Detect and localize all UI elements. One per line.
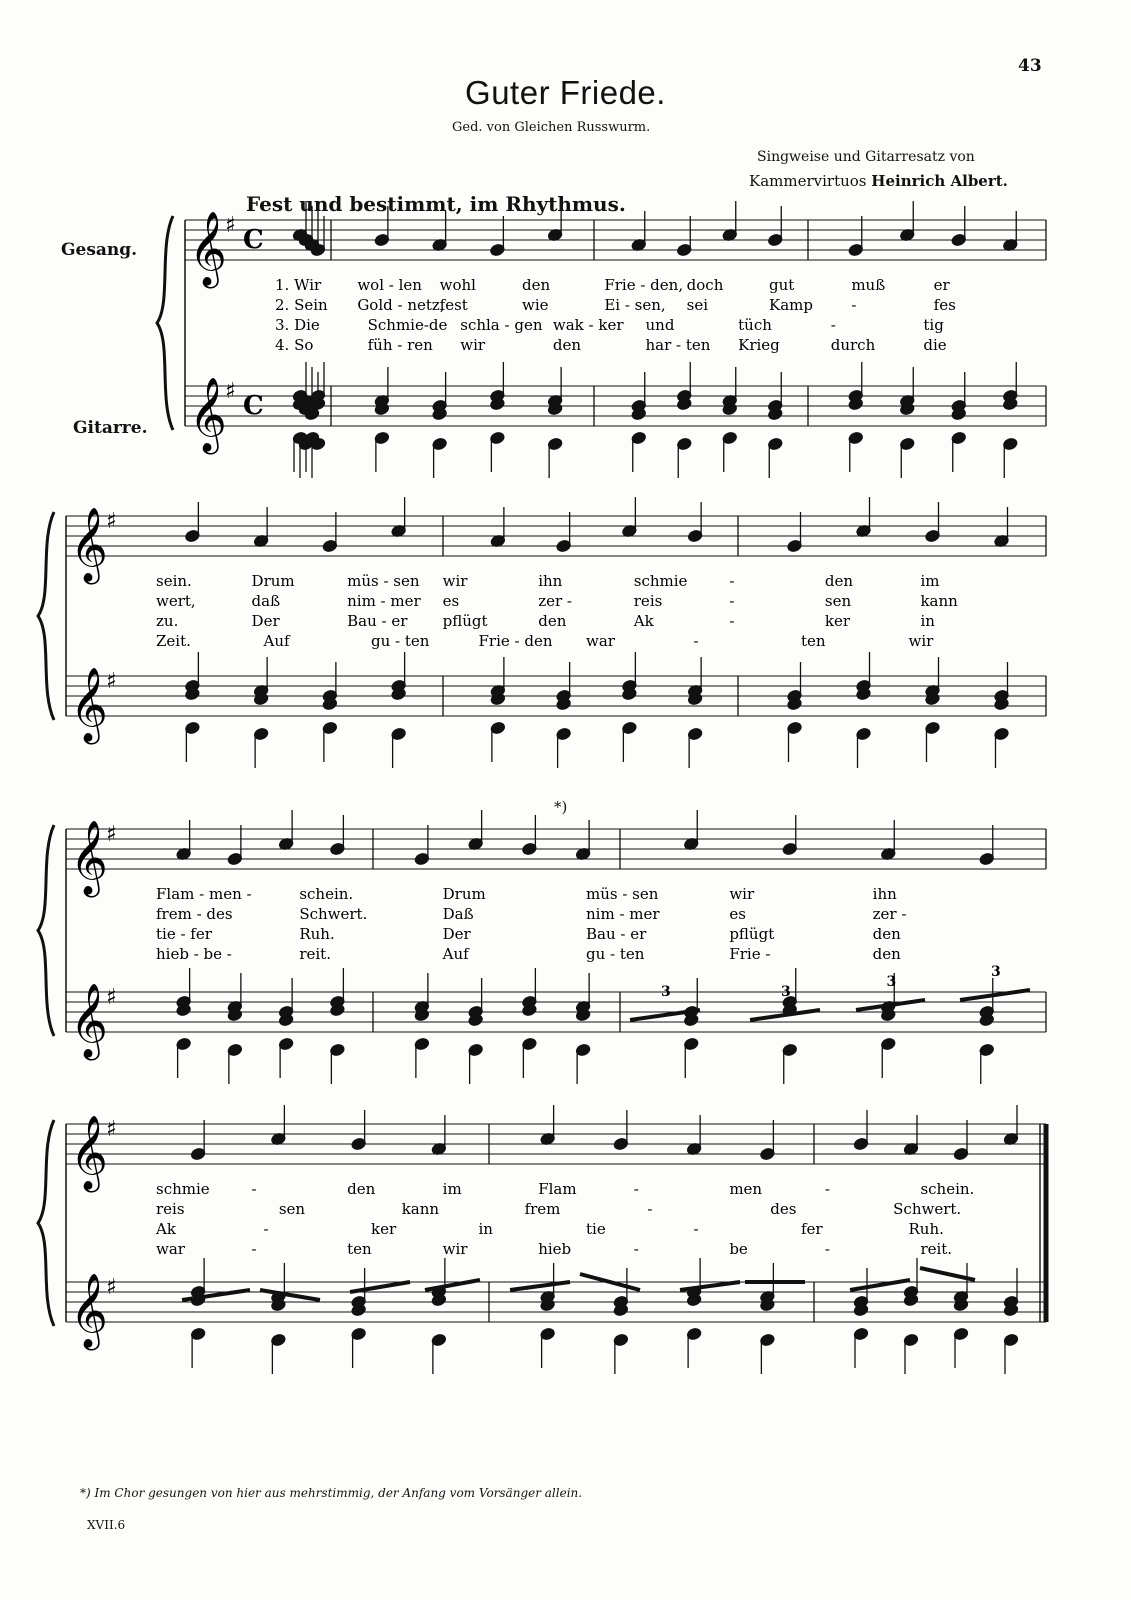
- system-brace: [38, 825, 54, 1036]
- lyric-syllable: müs - sen: [347, 572, 420, 590]
- lyric-syllable: den: [347, 1180, 376, 1198]
- lyric-syllable: Kamp: [769, 296, 813, 314]
- lyric-syllable: -: [633, 1240, 639, 1258]
- composer-name: Heinrich Albert.: [871, 172, 1008, 190]
- key-signature-sharp: ♯: [106, 669, 117, 694]
- lyric-syllable: -: [851, 296, 857, 314]
- lyric-syllable: er: [933, 276, 950, 294]
- lyric-syllable: den: [552, 336, 582, 354]
- lyric-syllable: Ak: [633, 612, 654, 630]
- treble-clef: 𝄞: [70, 1274, 108, 1348]
- lyric-syllable: Auf: [442, 945, 469, 963]
- poet-credit: Ged. von Gleichen Russwurm.: [452, 120, 651, 135]
- lyric-syllable: reit.: [920, 1240, 953, 1258]
- lyric-syllable: Schmie-de: [367, 316, 448, 334]
- lyric-syllable: sen: [278, 1200, 306, 1218]
- lyric-syllable: war: [586, 632, 615, 650]
- lyric-syllable: fer: [801, 1220, 823, 1238]
- lyric-syllable: 4. So: [275, 336, 314, 354]
- lyric-syllable: pflügt: [729, 925, 775, 943]
- composer-title: Kammervirtuos: [749, 172, 867, 190]
- key-signature-sharp: ♯: [106, 1117, 117, 1142]
- lyric-syllable: -: [263, 1220, 269, 1238]
- lyric-syllable: ihn: [538, 572, 563, 590]
- lyric-syllable: har - ten: [645, 336, 711, 354]
- lyric-syllable: es: [729, 905, 746, 923]
- lyric-syllable: den: [872, 925, 901, 943]
- lyric-syllable: in: [478, 1220, 493, 1238]
- lyric-syllable: Ruh.: [299, 925, 335, 943]
- lyric-syllable: Ei - sen,: [604, 296, 666, 314]
- lyric-syllable: sein.: [156, 572, 192, 590]
- lyric-syllable: im: [442, 1180, 462, 1198]
- lyric-syllable: nim - mer: [586, 905, 660, 923]
- lyric-syllable: sei: [686, 296, 709, 314]
- lyric-syllable: reit.: [299, 945, 331, 963]
- lyric-syllable: sen: [824, 592, 852, 610]
- lyric-syllable: -: [647, 1200, 653, 1218]
- lyric-syllable: tüch: [738, 316, 772, 334]
- lyric-syllable: men: [729, 1180, 763, 1198]
- lyric-syllable: wak - ker: [552, 316, 624, 334]
- lyric-syllable: reis: [156, 1200, 185, 1218]
- lyric-syllable: daß: [251, 592, 281, 610]
- guitar-part-label: Gitarre.: [73, 418, 148, 438]
- footnote-marker: *): [554, 798, 568, 816]
- lyric-syllable: ihn: [872, 885, 897, 903]
- lyric-syllable: Bau - er: [586, 925, 647, 943]
- lyric-syllable: den: [824, 572, 854, 590]
- lyric-syllable: doch: [686, 276, 724, 294]
- treble-clef: 𝄞: [70, 508, 108, 582]
- lyric-syllable: wohl: [439, 276, 476, 294]
- beam: [350, 1282, 410, 1292]
- lyric-syllable: Der: [442, 925, 471, 943]
- lyric-syllable: füh - ren: [367, 336, 433, 354]
- treble-clef: 𝄞: [189, 378, 227, 452]
- lyric-syllable: Frie - den,: [604, 276, 684, 294]
- lyric-syllable: hieb - be -: [156, 945, 232, 963]
- key-signature-sharp: ♯: [106, 822, 117, 847]
- lyric-syllable: wir: [908, 632, 934, 650]
- lyric-syllable: zu.: [156, 612, 179, 630]
- lyric-syllable: hieb: [538, 1240, 572, 1258]
- lyric-syllable: Drum: [442, 885, 486, 903]
- time-signature: C: [243, 391, 264, 421]
- lyric-syllable: Ruh.: [908, 1220, 944, 1238]
- lyric-syllable: Ak: [156, 1220, 176, 1238]
- lyric-syllable: wert,: [156, 592, 196, 610]
- lyric-syllable: ten: [801, 632, 826, 650]
- lyric-syllable: -: [830, 316, 836, 334]
- lyric-syllable: be: [729, 1240, 748, 1258]
- lyric-syllable: den: [872, 945, 901, 963]
- lyric-syllable: pflügt: [442, 612, 488, 630]
- lyric-syllable: ten: [347, 1240, 372, 1258]
- lyric-syllable: Bau - er: [347, 612, 408, 630]
- lyric-syllable: -: [251, 1240, 257, 1258]
- lyric-syllable: wir: [442, 1240, 468, 1258]
- lyric-syllable: die: [923, 336, 947, 354]
- treble-clef: 𝄞: [189, 212, 227, 286]
- system-brace: [157, 216, 173, 430]
- triplet-mark: 3: [661, 984, 671, 1000]
- tempo-marking: Fest und bestimmt, im Rhythmus.: [246, 192, 626, 216]
- lyric-syllable: -: [729, 572, 735, 590]
- song-title: Guter Friede.: [465, 74, 666, 111]
- page-number: 43: [1018, 56, 1042, 76]
- treble-clef: 𝄞: [70, 821, 108, 895]
- lyric-syllable: den: [538, 612, 567, 630]
- lyric-syllable: fest: [439, 296, 468, 314]
- lyric-syllable: Krieg: [738, 336, 780, 354]
- lyric-syllable: wir: [442, 572, 468, 590]
- key-signature-sharp: ♯: [225, 213, 236, 238]
- lyric-syllable: Schwert.: [299, 905, 368, 923]
- lyric-syllable: kann: [401, 1200, 440, 1218]
- triplet-mark: 3: [886, 974, 897, 990]
- system-brace: [38, 1120, 54, 1326]
- voice-part-label: Gesang.: [61, 240, 138, 260]
- lyric-syllable: frem - des: [156, 905, 233, 923]
- lyric-syllable: nim - mer: [347, 592, 421, 610]
- time-signature: C: [243, 225, 264, 255]
- lyric-syllable: Der: [251, 612, 280, 630]
- lyric-syllable: gu - ten: [371, 632, 430, 650]
- lyric-syllable: tie - fer: [156, 925, 212, 943]
- lyric-syllable: wol - len: [357, 276, 422, 294]
- lyric-syllable: schla - gen: [460, 316, 543, 334]
- lyric-syllable: ker: [371, 1220, 397, 1238]
- lyric-syllable: gu - ten: [586, 945, 645, 963]
- lyric-syllable: müs - sen: [586, 885, 659, 903]
- lyric-syllable: Frie -: [729, 945, 771, 963]
- lyric-syllable: schein.: [920, 1180, 975, 1198]
- lyric-syllable: und: [645, 316, 675, 334]
- lyric-syllable: schmie: [156, 1180, 210, 1198]
- lyric-syllable: Zeit.: [156, 632, 191, 650]
- beam: [680, 1282, 740, 1290]
- lyric-syllable: war: [156, 1240, 185, 1258]
- lyric-syllable: wie: [522, 296, 549, 314]
- lyric-syllable: gut: [769, 276, 795, 294]
- lyric-syllable: Flam: [538, 1180, 577, 1198]
- key-signature-sharp: ♯: [225, 379, 236, 404]
- key-signature-sharp: ♯: [106, 509, 117, 534]
- treble-clef: 𝄞: [70, 984, 108, 1058]
- key-signature-sharp: ♯: [106, 1275, 117, 1300]
- lyric-syllable: Auf: [263, 632, 290, 650]
- lyric-syllable: -: [251, 1180, 257, 1198]
- lyric-syllable: wir: [729, 885, 755, 903]
- lyric-syllable: -: [633, 1180, 639, 1198]
- lyric-syllable: zer -: [538, 592, 573, 610]
- lyric-syllable: des: [770, 1200, 797, 1218]
- lyric-syllable: 3. Die: [275, 316, 320, 334]
- lyric-syllable: schmie: [633, 572, 688, 590]
- lyric-syllable: frem: [524, 1200, 561, 1218]
- lyric-syllable: im: [920, 572, 940, 590]
- catalog-number: XVII.6: [87, 1518, 126, 1532]
- lyric-syllable: Daß: [442, 905, 474, 923]
- treble-clef: 𝄞: [70, 1116, 108, 1190]
- triplet-mark: 3: [991, 964, 1001, 980]
- lyric-syllable: in: [920, 612, 935, 630]
- lyric-syllable: -: [693, 632, 699, 650]
- lyric-syllable: -: [824, 1240, 830, 1258]
- lyric-syllable: -: [693, 1220, 699, 1238]
- lyric-syllable: tig: [923, 316, 944, 334]
- lyric-syllable: 1. Wir: [275, 276, 322, 294]
- lyric-syllable: durch: [830, 336, 876, 354]
- triplet-mark: 3: [781, 984, 791, 1000]
- footnote: *) Im Chor gesungen von hier aus mehrstimmig, der Anfang vom Vorsänger allein.: [80, 1486, 583, 1500]
- lyric-syllable: muß: [851, 276, 886, 294]
- lyric-syllable: Flam - men -: [156, 885, 252, 903]
- lyric-syllable: Drum: [251, 572, 295, 590]
- lyric-syllable: -: [729, 612, 735, 630]
- lyric-syllable: es: [442, 592, 460, 610]
- lyric-syllable: wir: [460, 336, 486, 354]
- lyric-syllable: -: [824, 1180, 830, 1198]
- composer-credit-line1: Singweise und Gitarresatz von: [757, 149, 975, 165]
- key-signature-sharp: ♯: [106, 985, 117, 1010]
- lyric-syllable: reis: [633, 592, 663, 610]
- lyric-syllable: den: [522, 276, 551, 294]
- treble-clef: 𝄞: [70, 668, 108, 742]
- lyric-syllable: schein.: [299, 885, 354, 903]
- lyric-syllable: Schwert.: [893, 1200, 962, 1218]
- lyric-syllable: ker: [824, 612, 851, 630]
- lyric-syllable: fes: [933, 296, 956, 314]
- beam: [510, 1282, 570, 1290]
- lyric-syllable: zer -: [872, 905, 907, 923]
- lyric-syllable: Gold - netz,: [357, 296, 445, 314]
- lyric-syllable: tie: [586, 1220, 606, 1238]
- lyric-syllable: -: [729, 592, 735, 610]
- lyric-syllable: 2. Sein: [275, 296, 328, 314]
- system-brace: [38, 512, 54, 720]
- lyric-syllable: kann: [920, 592, 958, 610]
- lyric-syllable: Frie - den: [478, 632, 553, 650]
